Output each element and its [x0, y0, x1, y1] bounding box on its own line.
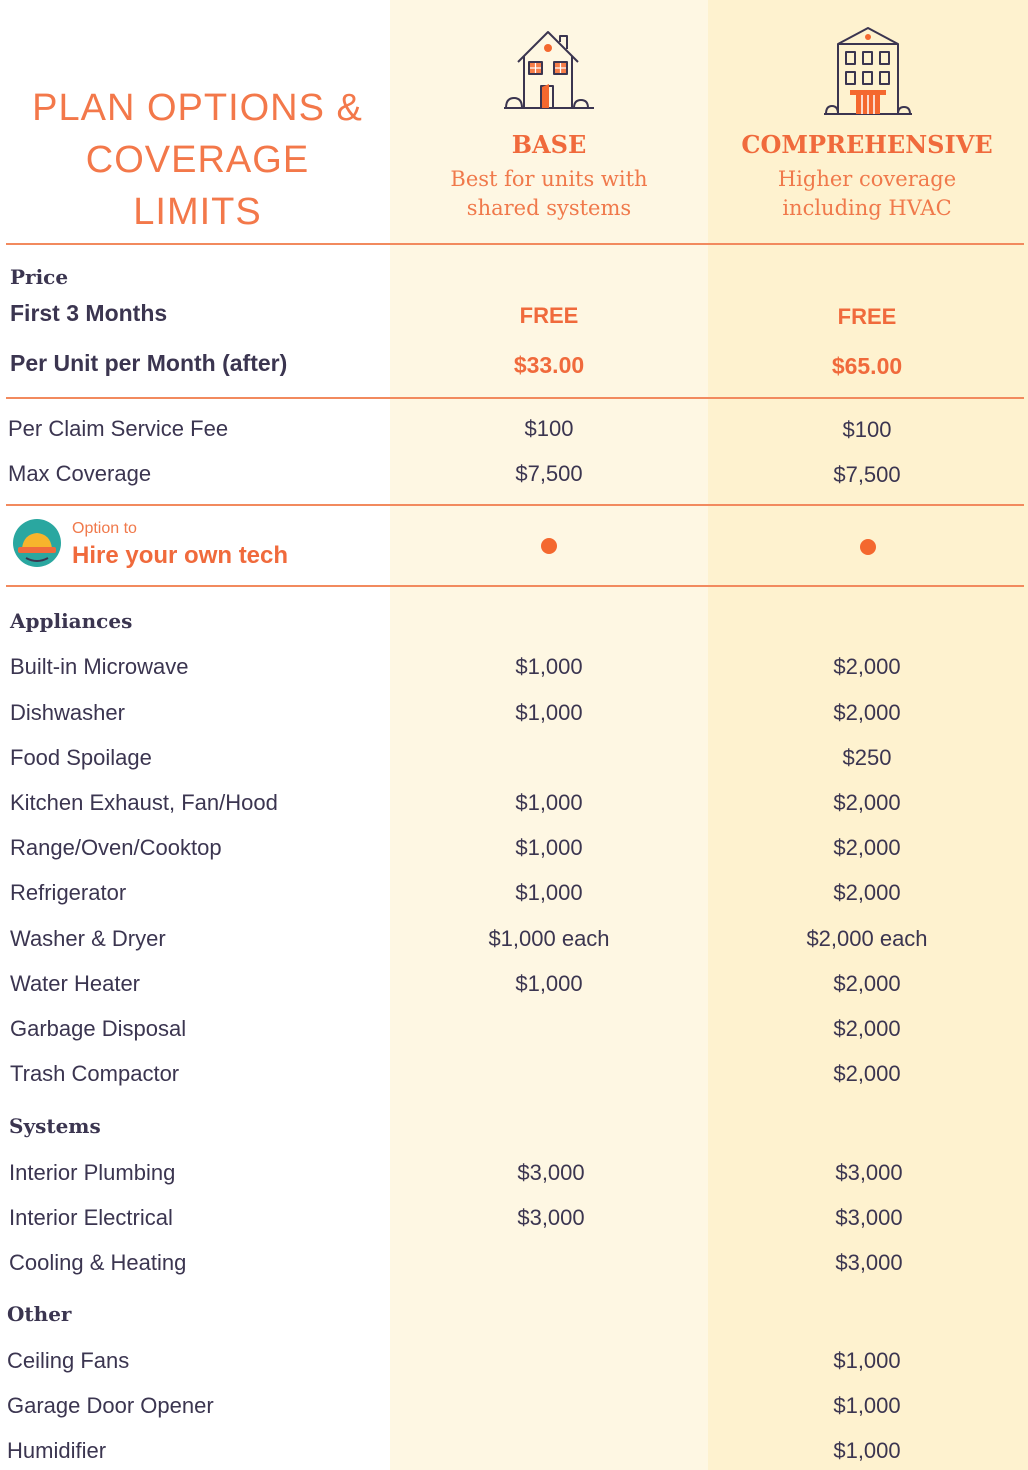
- comp-max-coverage: $7,500: [833, 462, 901, 487]
- base-value: $1,000: [515, 971, 583, 996]
- base-value: $1,000 each: [488, 926, 610, 951]
- row-per-claim-fee: Per Claim Service Fee: [8, 416, 229, 441]
- table-row-label: Interior Plumbing: [9, 1160, 176, 1185]
- page-title-line1: PLAN OPTIONS &: [32, 87, 363, 129]
- divider: [6, 504, 1024, 506]
- table-row-label: Dishwasher: [10, 700, 125, 725]
- comp-value: $2,000: [833, 835, 901, 860]
- table-row-label: Refrigerator: [10, 880, 127, 905]
- comp-value: $3,000: [835, 1250, 903, 1275]
- page-title: [20, 82, 375, 238]
- technician-hardhat-icon: [12, 518, 62, 568]
- row-per-unit-per-month: Per Unit per Month (after): [10, 350, 288, 376]
- table-row-label: Interior Electrical: [9, 1205, 173, 1230]
- base-plan-name: BASE: [511, 130, 587, 159]
- base-value: $3,000: [517, 1160, 585, 1185]
- section-appliances: Appliances: [10, 609, 133, 633]
- base-monthly-price: $33.00: [513, 352, 585, 378]
- table-row-label: Humidifier: [7, 1438, 107, 1463]
- comp-value: $2,000: [833, 654, 901, 679]
- table-row-label: Washer & Dryer: [10, 926, 166, 951]
- table-row-label: Trash Compactor: [10, 1061, 180, 1086]
- table-row-label: Cooling & Heating: [9, 1250, 187, 1275]
- comp-value: $2,000: [833, 880, 901, 905]
- table-row-label: Garbage Disposal: [10, 1016, 187, 1041]
- comp-tech-included-dot: [860, 539, 876, 555]
- divider: [6, 397, 1024, 399]
- base-plan-subtitle: [390, 165, 708, 223]
- table-row-label: Kitchen Exhaust, Fan/Hood: [10, 790, 278, 815]
- divider: [6, 585, 1024, 587]
- section-systems: Systems: [9, 1114, 101, 1138]
- comprehensive-plan-subtitle-line1: Higher coverage: [777, 167, 957, 191]
- base-first-3-months: FREE: [519, 303, 579, 328]
- table-row-label: Ceiling Fans: [7, 1348, 130, 1373]
- comp-value: $2,000: [833, 700, 901, 725]
- base-value: $1,000: [515, 835, 583, 860]
- comp-value: $2,000: [833, 790, 901, 815]
- divider: [6, 243, 1024, 245]
- section-price: Price: [10, 265, 69, 289]
- comp-value: $2,000: [833, 1016, 901, 1041]
- table-row-label: Garage Door Opener: [7, 1393, 214, 1418]
- base-plan-subtitle-line1: Best for units with: [450, 167, 648, 191]
- comp-value: $250: [842, 745, 892, 770]
- table-row-label: Built-in Microwave: [10, 654, 189, 679]
- comprehensive-plan-subtitle: [708, 165, 1026, 223]
- house-icon: [498, 24, 598, 114]
- comp-value: $2,000: [833, 971, 901, 996]
- tech-option-label: Option to: [72, 520, 137, 537]
- comp-value: $3,000: [835, 1160, 903, 1185]
- comprehensive-plan-name: COMPREHENSIVE: [741, 130, 993, 159]
- comp-monthly-price: $65.00: [831, 353, 903, 379]
- base-value: $1,000: [515, 880, 583, 905]
- comprehensive-plan-subtitle-line2: including HVAC: [782, 196, 952, 220]
- comp-value: $1,000: [833, 1438, 901, 1463]
- page-title-line2: COVERAGE LIMITS: [85, 139, 310, 233]
- base-value: $1,000: [515, 700, 583, 725]
- base-max-coverage: $7,500: [515, 461, 583, 486]
- comp-first-3-months: FREE: [837, 304, 897, 329]
- row-max-coverage: Max Coverage: [8, 461, 152, 486]
- section-other: Other: [7, 1302, 72, 1326]
- apartment-building-icon: [820, 24, 916, 118]
- base-per-claim-fee: $100: [524, 416, 574, 441]
- comp-per-claim-fee: $100: [842, 417, 892, 442]
- comp-value: $2,000 each: [806, 926, 928, 951]
- comp-value: $2,000: [833, 1061, 901, 1086]
- comp-value: $3,000: [835, 1205, 903, 1230]
- comp-value: $1,000: [833, 1348, 901, 1373]
- row-first-3-months: First 3 Months: [10, 300, 168, 326]
- table-row-label: Range/Oven/Cooktop: [10, 835, 222, 860]
- base-plan-subtitle-line2: shared systems: [466, 196, 632, 220]
- base-value: $1,000: [515, 790, 583, 815]
- comp-value: $1,000: [833, 1393, 901, 1418]
- tech-option-title: Hire your own tech: [72, 542, 289, 569]
- base-tech-included-dot: [541, 538, 557, 554]
- base-value: $1,000: [515, 654, 583, 679]
- base-value: $3,000: [517, 1205, 585, 1230]
- table-row-label: Food Spoilage: [10, 745, 152, 770]
- table-row-label: Water Heater: [10, 971, 141, 996]
